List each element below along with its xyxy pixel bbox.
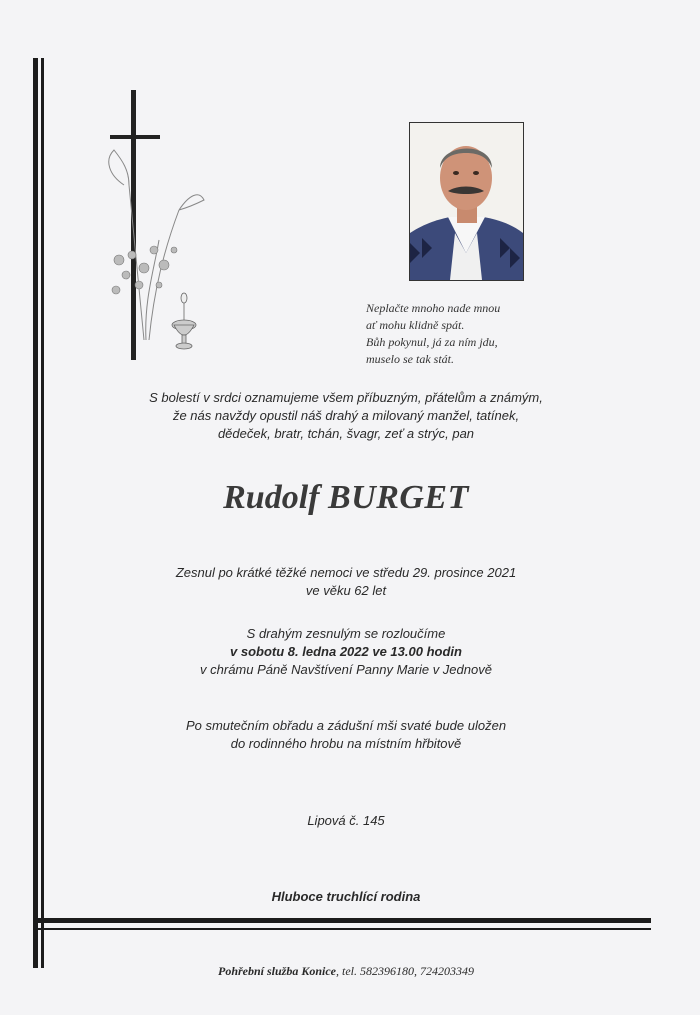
announcement-intro [44, 389, 648, 443]
ceremony-line: S drahým zesnulým se rozloučíme [246, 626, 446, 641]
poem-line: Neplačte mnoho nade mnou [366, 301, 501, 315]
company-name: Pohřební služba Konice [217, 964, 337, 978]
burial-line: Po smutečním obřadu a zádušní mši svaté bude uložen [185, 718, 507, 733]
funeral-service-footer [44, 964, 648, 979]
death-line: Zesnul po krátké těžké nemoci ve středu 29. prosince 2021 [175, 565, 517, 580]
portrait-photo [409, 122, 524, 281]
family-signature: Hluboce truchlící rodina [271, 889, 421, 904]
deceased-name [44, 478, 648, 518]
intro-line: dědeček, bratr, tchán, švagr, zeť a strýc, pan [217, 426, 475, 441]
burial-info [44, 717, 648, 753]
ceremony-place: v chrámu Páně Navštívení Panny Marie v Jednově [200, 662, 492, 677]
poem-line: Bůh pokynul, já za ním jdu, [366, 335, 498, 349]
poem-line: muselo se tak stát. [366, 352, 454, 366]
intro-line: že nás navždy opustil náš drahý a milovaný manžel, tatínek, [172, 408, 520, 423]
intro-line: S bolestí v srdci oznamujeme všem příbuzným, přátelům a známým, [149, 390, 543, 405]
poem-line: ať mohu klidně spát. [366, 318, 465, 332]
last-name: BURGET [327, 479, 469, 516]
border-bottom-thin [33, 928, 651, 930]
burial-line: do rodinného hrobu na místním hřbitově [230, 736, 462, 751]
address: Lipová č. 145 [307, 813, 385, 828]
ceremony-info [44, 625, 648, 679]
cross-with-lilies-icon [104, 90, 214, 365]
company-contact: , tel. 582396180, 724203349 [336, 964, 475, 978]
age-line: ve věku 62 let [305, 583, 387, 598]
death-notice [44, 564, 648, 600]
first-name: Rudolf [223, 479, 320, 516]
border-bottom-thick [33, 918, 651, 923]
ceremony-date: v sobotu 8. ledna 2022 ve 13.00 hodin [230, 644, 462, 659]
border-left-thick [33, 58, 38, 968]
poem [366, 300, 596, 368]
